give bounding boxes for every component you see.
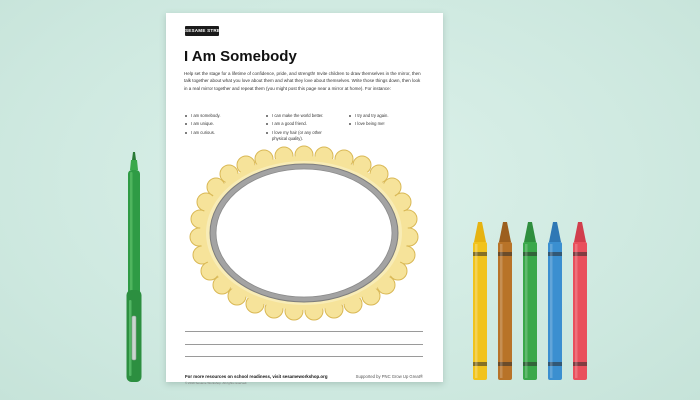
footer-resources-text: For more resources on school readiness, visit sesameworkshop.org <box>185 374 328 379</box>
footer-sponsor-text: Supported by PNC Grow Up Great® <box>355 374 423 379</box>
footer-copyright: © 2019 Sesame Workshop. All rights reserved. <box>185 381 248 385</box>
writing-lines <box>185 331 423 369</box>
page-title: I Am Somebody <box>184 48 297 65</box>
list-item: I love my hair (or any other physical quality). <box>266 130 338 142</box>
list-item: I love being me! <box>349 121 419 127</box>
writing-line <box>185 331 423 332</box>
brown-crayon-icon <box>498 222 512 380</box>
mirror-glass <box>216 169 392 297</box>
yellow-crayon-icon <box>473 222 487 380</box>
red-crayon-icon <box>573 222 587 380</box>
green-marker-icon <box>122 150 146 386</box>
worksheet-page <box>166 13 443 385</box>
writing-line <box>185 344 423 345</box>
blue-crayon-icon <box>548 222 562 380</box>
sesame-street-logo: SESAME STREET <box>185 26 219 36</box>
crayons-group <box>466 220 596 384</box>
intro-text: Help set the stage for a lifetime of confidence, pride, and strength! Invite children to draw themselves in the mirror, then talk together about what you love about them and what they love about themselves. Write those things down, then look in a real mirror together and repeat them (you might post this page near a mirror at home). For instance: <box>184 71 421 91</box>
list-item: I am somebody. <box>185 113 255 119</box>
list-item: I try and try again. <box>349 113 419 119</box>
list-item: I am a good friend. <box>266 121 338 127</box>
green-crayon-icon <box>523 222 537 380</box>
mirror-frame <box>186 143 422 323</box>
affirmation-column-1 <box>185 113 255 138</box>
affirmation-column-3 <box>349 113 419 130</box>
list-item: I am curious. <box>185 130 255 136</box>
list-item: I can make the world better. <box>266 113 338 119</box>
list-item: I am unique. <box>185 121 255 127</box>
writing-line <box>185 356 423 357</box>
affirmation-column-2 <box>266 113 338 144</box>
